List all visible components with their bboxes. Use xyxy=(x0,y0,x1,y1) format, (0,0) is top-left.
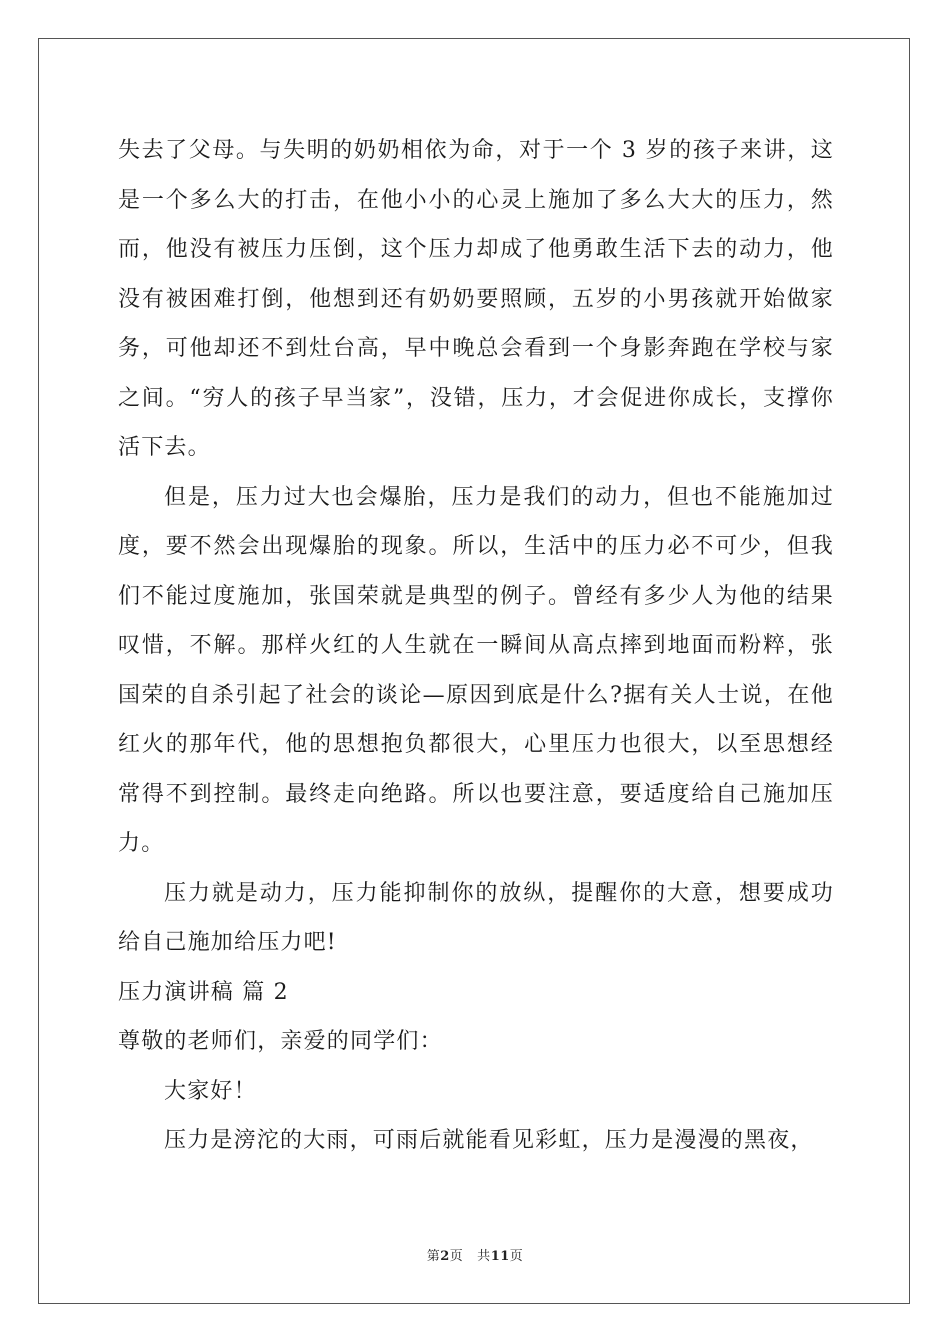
footer-total-pages: 11 xyxy=(490,1249,510,1264)
greeting: 大家好！ xyxy=(164,1078,257,1104)
footer-page-suffix: 页 xyxy=(449,1249,464,1264)
paragraph-3: 压力就是动力，压力能抑制你的放纵，提醒你的大意，想要成功给自己施加给压力吧! xyxy=(118,880,834,955)
section-heading: 压力演讲稿 篇 2 xyxy=(118,979,289,1005)
footer-page-number: 2 xyxy=(440,1249,450,1264)
salutation: 尊敬的老师们，亲爱的同学们： xyxy=(118,1029,443,1054)
footer-total-prefix: 共 xyxy=(477,1249,491,1264)
footer-total-suffix: 页 xyxy=(509,1249,524,1264)
footer-page-prefix: 第 xyxy=(426,1249,441,1264)
page-footer xyxy=(0,1245,950,1264)
paragraph-2: 但是，压力过大也会爆胎，压力是我们的动力，但也不能施加过度，要不然会出现爆胎的现象。所以，生活中的压力必不可少，但我们不能过度施加，张国荣就是典型的例子。曾经有多少人为他的结果叹惜，不解。那样火红的人生就在一瞬间从高点摔到地面而粉粹，张国荣的自杀引起了社会的谈论—原因到底是什么?据有关人士说，在他红火的那年代，他的思想抱负都很大，心里压力也很大，以至思想经常得不到控制。最终走向绝路。所以也要注意，要适度给自己施加压力。 xyxy=(118,484,834,856)
paragraph-1: 失去了父母。与失明的奶奶相依为命，对于一个 3 岁的孩子来讲，这是一个多么大的打击，在他小小的心灵上施加了多么大大的压力，然而，他没有被压力压倒，这个压力却成了他勇敢生活下去的动力，他没有被困难打倒，他想到还有奶奶要照顾，五岁的小男孩就开始做家务，可他却还不到灶台高，早中晚总会看到一个身影奔跑在学校与家之间。“穷人的孩子早当家”，没错，压力，才会促进你成长，支撑你活下去。 xyxy=(118,138,834,460)
paragraph-4: 压力是滂沱的大雨，可雨后就能看见彩虹，压力是漫漫的黑夜， xyxy=(164,1128,814,1153)
document-body xyxy=(118,126,834,1166)
